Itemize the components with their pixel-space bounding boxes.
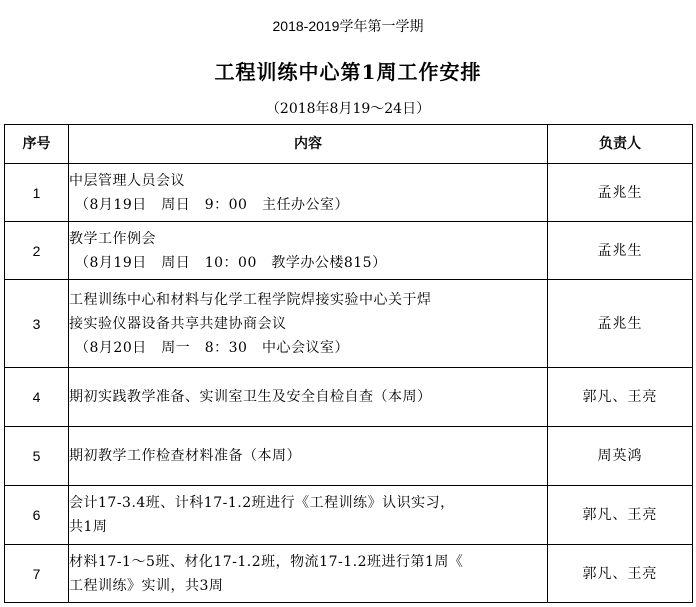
row-content: [69, 486, 548, 545]
row-owner: 郭凡、王亮: [548, 545, 693, 603]
row-owner: 孟兆生: [548, 164, 693, 222]
row-number: 3: [5, 280, 69, 368]
row-owner: 郭凡、王亮: [548, 486, 693, 545]
content-line: （8月20日 周一 8：30 中心会议室）: [75, 339, 349, 356]
content-line: 接实验仪器设备共享共建协商会议: [69, 315, 287, 332]
table-row: [5, 545, 693, 603]
content-line: 材料17-1～5班、材化17-1.2班，物流17-1.2班进行第1周《: [69, 553, 464, 570]
table-row: [5, 368, 693, 427]
column-header-no: 序号: [5, 125, 69, 164]
row-content: [69, 427, 548, 486]
content-line: （8月19日 周日 10：00 教学办公楼815）: [75, 254, 387, 271]
date-range: （2018年8月19～24日）: [265, 101, 431, 117]
row-content: [69, 222, 548, 280]
table-header-row: [5, 125, 693, 164]
row-content: [69, 545, 548, 603]
content-line: 共1周: [69, 519, 108, 535]
row-number: 5: [5, 427, 69, 486]
row-content: [69, 280, 548, 368]
content-line: 工程训练中心和材料与化学工程学院焊接实验中心关于焊: [69, 291, 432, 308]
row-content: [69, 164, 548, 222]
row-number: 2: [5, 222, 69, 280]
row-owner: 孟兆生: [548, 222, 693, 280]
table-row: [5, 280, 693, 368]
row-owner: 郭凡、王亮: [548, 368, 693, 427]
column-header-owner: 负责人: [548, 125, 693, 164]
content-line: 期初教学工作检查材料准备（本周）: [69, 448, 301, 464]
row-content: [69, 368, 548, 427]
content-line: 工程训练》实训，共3周: [69, 577, 224, 594]
table-row: [5, 164, 693, 222]
row-number: 6: [5, 486, 69, 545]
content-line: 中层管理人员会议: [69, 172, 185, 189]
row-owner: 孟兆生: [548, 280, 693, 368]
row-owner: 周英鸿: [548, 427, 693, 486]
content-line: 教学工作例会: [69, 230, 156, 247]
page-title: 工程训练中心第1周工作安排: [214, 60, 482, 84]
column-header-content: 内容: [69, 125, 548, 164]
content-line: 会计17-3.4班、计科17-1.2班进行《工程训练》认识实习，: [69, 495, 455, 511]
schedule-table: [4, 124, 693, 603]
table-row: [5, 427, 693, 486]
table-row: [5, 486, 693, 545]
content-line: 期初实践教学准备、实训室卫生及安全自检自查（本周）: [69, 389, 432, 405]
row-number: 1: [5, 164, 69, 222]
content-line: （8月19日 周日 9：00 主任办公室）: [75, 196, 349, 213]
semester-label: 2018-2019学年第一学期: [272, 18, 424, 34]
row-number: 4: [5, 368, 69, 427]
table-row: [5, 222, 693, 280]
row-number: 7: [5, 545, 69, 603]
